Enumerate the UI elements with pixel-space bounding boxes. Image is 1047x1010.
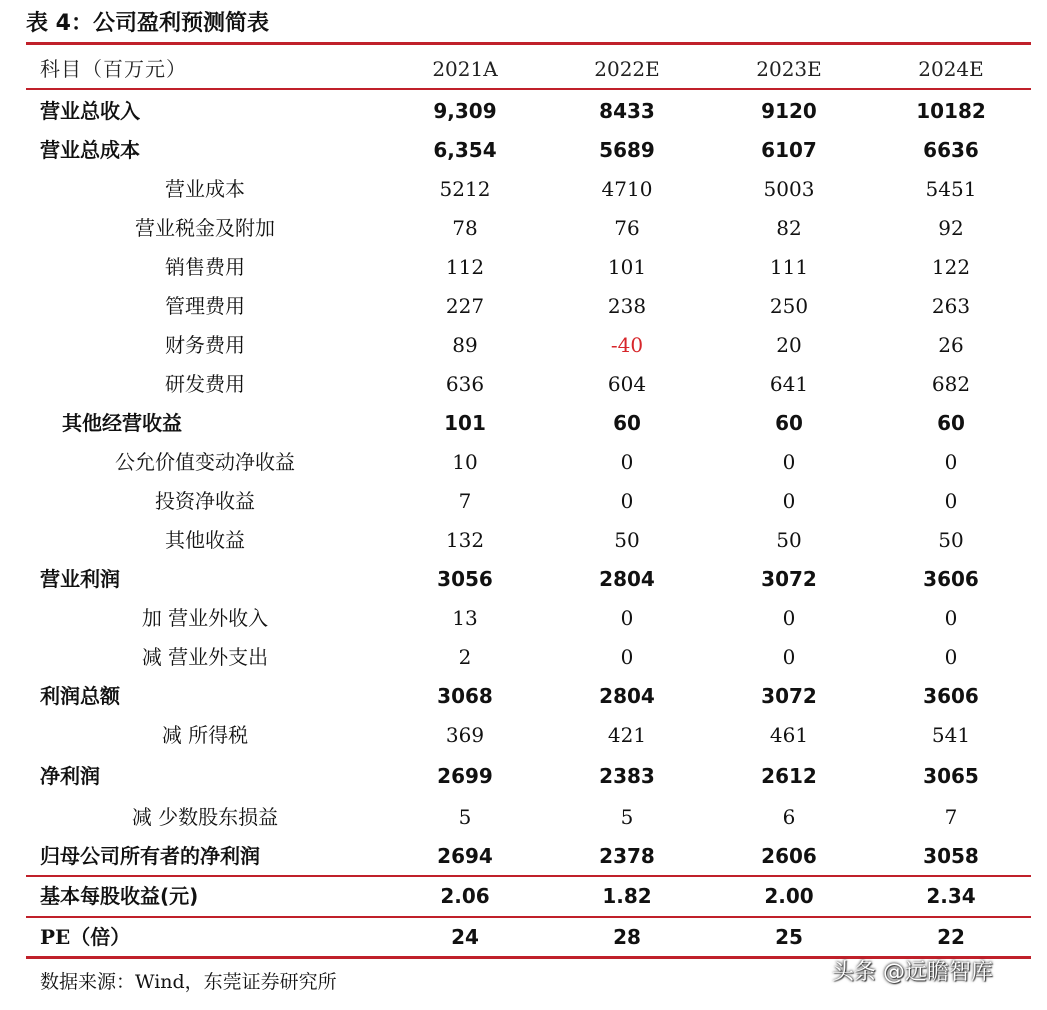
table-row — [26, 677, 1031, 716]
cell-2021A: 2694 — [437, 844, 493, 868]
row-label: 营业成本 — [165, 177, 245, 201]
data-source-note: 数据来源：Wind，东莞证券研究所 — [40, 971, 337, 993]
row-label: 营业总收入 — [40, 99, 140, 123]
table-row — [26, 521, 1031, 560]
cell-2023E: 9120 — [761, 99, 817, 123]
header-rule — [26, 88, 1031, 90]
table-row — [26, 638, 1031, 677]
table-title: 表 4：公司盈利预测简表 — [26, 11, 269, 36]
cell-2024E: 682 — [931, 372, 971, 396]
cell-2021A: 9,309 — [433, 99, 497, 123]
header-year-2024: 2024E — [918, 57, 984, 81]
cell-2023E: 82 — [776, 216, 802, 240]
cell-2021A: 636 — [445, 372, 485, 396]
watermark: 头条 @远瞻智库 — [832, 960, 993, 985]
row-label: 财务费用 — [165, 333, 245, 357]
table-row — [26, 757, 1031, 796]
cell-2021A: 2 — [458, 645, 472, 669]
top-rule — [26, 42, 1031, 45]
cell-2023E: 0 — [782, 450, 796, 474]
cell-2021A: 112 — [445, 255, 485, 279]
header-year-2022: 2022E — [594, 57, 660, 81]
cell-2021A: 227 — [445, 294, 485, 318]
cell-2023E: 6 — [782, 805, 796, 829]
cell-2021A: 101 — [444, 411, 486, 435]
cell-2024E: 122 — [931, 255, 971, 279]
row-label: 其他收益 — [165, 528, 245, 552]
cell-2021A: 89 — [452, 333, 478, 357]
cell-2024E: 5451 — [925, 177, 977, 201]
row-label: 管理费用 — [165, 294, 245, 318]
table-row — [26, 92, 1031, 131]
table-row — [26, 443, 1031, 482]
cell-2021A: 24 — [451, 925, 479, 949]
cell-2022E: 1.82 — [602, 884, 652, 908]
cell-2022E: 0 — [620, 606, 634, 630]
cell-2024E: 7 — [944, 805, 958, 829]
cell-2022E: 4710 — [601, 177, 653, 201]
row-label: 减 少数股东损益 — [131, 805, 279, 829]
row-label: PE（倍） — [40, 925, 131, 949]
cell-2021A: 6,354 — [433, 138, 497, 162]
table-row — [26, 170, 1031, 209]
cell-2024E: 3606 — [923, 567, 979, 591]
cell-2024E: 26 — [938, 333, 964, 357]
cell-2024E: 0 — [944, 645, 958, 669]
cell-2023E: 0 — [782, 645, 796, 669]
cell-2022E: 2383 — [599, 764, 655, 788]
table-row — [26, 560, 1031, 599]
cell-2023E: 3072 — [761, 567, 817, 591]
header-year-2023: 2023E — [756, 57, 822, 81]
cell-2024E: 60 — [937, 411, 965, 435]
cell-2023E: 0 — [782, 606, 796, 630]
row-label: 减 营业外支出 — [141, 645, 269, 669]
row-label: 减 所得税 — [161, 723, 249, 747]
cell-2024E: 541 — [931, 723, 971, 747]
cell-2022E: 2378 — [599, 844, 655, 868]
cell-2021A: 2699 — [437, 764, 493, 788]
cell-2022E: 50 — [614, 528, 640, 552]
table-row — [26, 918, 1031, 957]
row-label: 利润总额 — [40, 684, 120, 708]
row-label: 研发费用 — [165, 372, 245, 396]
table-row — [26, 209, 1031, 248]
cell-2023E: 461 — [769, 723, 809, 747]
table-row — [26, 287, 1031, 326]
cell-2024E: 0 — [944, 489, 958, 513]
cell-2023E: 25 — [775, 925, 803, 949]
cell-2024E: 0 — [944, 606, 958, 630]
row-label: 净利润 — [40, 764, 100, 788]
row-label: 营业总成本 — [40, 138, 140, 162]
cell-2024E: 263 — [931, 294, 971, 318]
cell-2022E: 8433 — [599, 99, 655, 123]
cell-2022E: 60 — [613, 411, 641, 435]
row-label: 公允价值变动净收益 — [115, 450, 295, 474]
header-year-2021: 2021A — [432, 57, 498, 81]
row-label: 销售费用 — [165, 255, 245, 279]
cell-2022E: 76 — [614, 216, 640, 240]
table-row — [26, 798, 1031, 837]
cell-2023E: 20 — [776, 333, 802, 357]
cell-2022E: 238 — [607, 294, 647, 318]
cell-2024E: 2.34 — [926, 884, 976, 908]
table-row — [26, 248, 1031, 287]
cell-2022E: 421 — [607, 723, 647, 747]
cell-2021A: 3056 — [437, 567, 493, 591]
cell-2024E: 50 — [938, 528, 964, 552]
row-label: 归母公司所有者的净利润 — [40, 844, 260, 868]
row-label: 营业税金及附加 — [135, 216, 275, 240]
table-row — [26, 877, 1031, 916]
table-row — [26, 131, 1031, 170]
cell-2024E: 92 — [938, 216, 964, 240]
cell-2021A: 13 — [452, 606, 478, 630]
cell-2024E: 0 — [944, 450, 958, 474]
header-item-label: 科目（百万元） — [40, 57, 187, 81]
table-row — [26, 716, 1031, 755]
cell-2023E: 250 — [769, 294, 809, 318]
cell-2022E: 5689 — [599, 138, 655, 162]
table-row — [26, 599, 1031, 638]
row-label: 其他经营收益 — [62, 411, 182, 435]
cell-2022E: 0 — [620, 489, 634, 513]
cell-2024E: 10182 — [916, 99, 986, 123]
table-row — [26, 404, 1031, 443]
cell-2023E: 2606 — [761, 844, 817, 868]
cell-2022E: 604 — [607, 372, 647, 396]
cell-2024E: 3065 — [923, 764, 979, 788]
cell-2024E: 22 — [937, 925, 965, 949]
row-label: 基本每股收益(元) — [40, 884, 199, 908]
cell-2023E: 0 — [782, 489, 796, 513]
cell-2022E: 5 — [620, 805, 634, 829]
cell-2021A: 5212 — [439, 177, 491, 201]
row-label: 投资净收益 — [155, 489, 255, 513]
cell-2021A: 7 — [458, 489, 472, 513]
table-row — [26, 326, 1031, 365]
row-label: 营业利润 — [40, 567, 120, 591]
cell-2021A: 78 — [452, 216, 478, 240]
cell-2023E: 2.00 — [764, 884, 814, 908]
cell-2021A: 10 — [452, 450, 478, 474]
table-row — [26, 365, 1031, 404]
cell-2024E: 3606 — [923, 684, 979, 708]
cell-2022E: -40 — [610, 333, 644, 357]
cell-2024E: 3058 — [923, 844, 979, 868]
cell-2021A: 369 — [445, 723, 485, 747]
cell-2023E: 5003 — [763, 177, 815, 201]
cell-2022E: 28 — [613, 925, 641, 949]
cell-2023E: 60 — [775, 411, 803, 435]
cell-2023E: 50 — [776, 528, 802, 552]
cell-2022E: 0 — [620, 450, 634, 474]
cell-2021A: 132 — [445, 528, 485, 552]
cell-2021A: 3068 — [437, 684, 493, 708]
cell-2023E: 2612 — [761, 764, 817, 788]
cell-2022E: 2804 — [599, 684, 655, 708]
cell-2023E: 3072 — [761, 684, 817, 708]
cell-2023E: 111 — [769, 255, 809, 279]
cell-2023E: 641 — [769, 372, 809, 396]
cell-2022E: 101 — [607, 255, 647, 279]
cell-2024E: 6636 — [923, 138, 979, 162]
row-label: 加 营业外收入 — [141, 606, 269, 630]
cell-2022E: 2804 — [599, 567, 655, 591]
cell-2022E: 0 — [620, 645, 634, 669]
cell-2021A: 5 — [458, 805, 472, 829]
table-row — [26, 837, 1031, 876]
eps-rule-top — [26, 875, 1031, 877]
cell-2021A: 2.06 — [440, 884, 490, 908]
table-row — [26, 482, 1031, 521]
cell-2023E: 6107 — [761, 138, 817, 162]
eps-rule-bottom — [26, 916, 1031, 918]
